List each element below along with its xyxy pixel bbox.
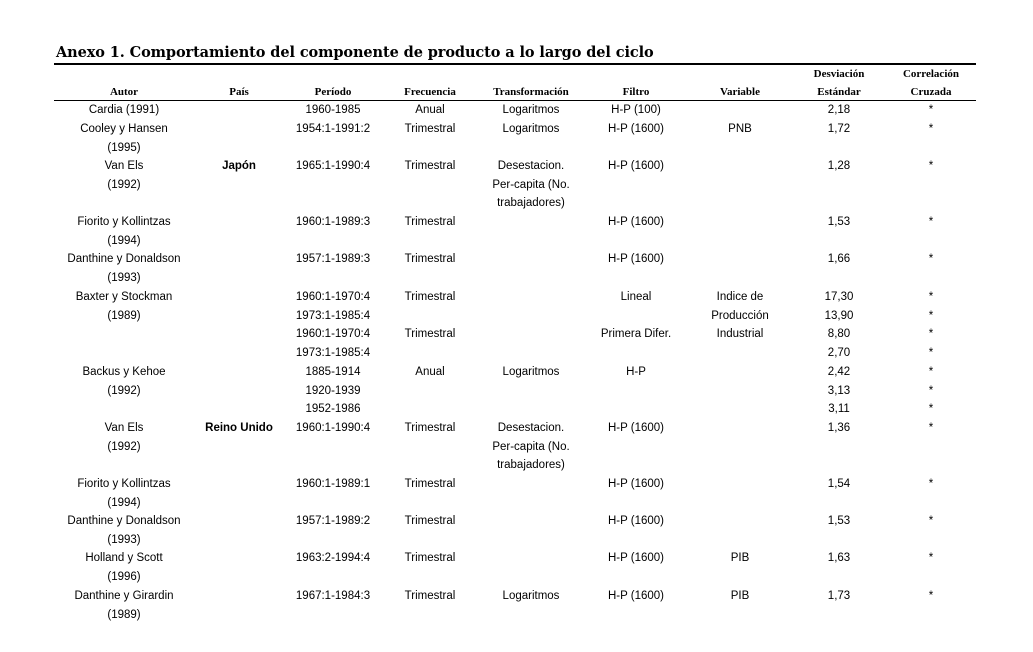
cell-desviacion: 1,63 — [827, 552, 851, 564]
cell-desviacion: 1,36 — [827, 422, 851, 434]
cell-filtro: H-P (1600) — [607, 216, 665, 228]
cell-frecuencia: Trimestral — [404, 590, 456, 602]
cell-desviacion: 1,73 — [827, 590, 851, 602]
cell-autor: Danthine y Girardin (1989) — [74, 590, 174, 621]
cell-desviacion: 1,72 — [827, 123, 851, 135]
cell-correlacion: * * * * — [928, 291, 934, 360]
cell-frecuencia: Trimestral — [404, 160, 456, 172]
cell-periodo: 1960:1-1970:4 1973:1-1985:4 1960:1-1970:4 1973:1-1985:4 — [295, 291, 371, 360]
cell-variable: Indice de Producción Industrial — [711, 291, 769, 341]
cell-frecuencia: Trimestral — [404, 552, 456, 564]
cell-periodo: 1960:1-1989:3 — [295, 216, 371, 228]
cell-frecuencia: Trimestral Trimestral — [404, 291, 456, 341]
cell-autor: Fiorito y Kollintzas (1994) — [77, 478, 171, 509]
cell-correlacion: * — [928, 515, 934, 527]
cell-autor: Cardia (1991) — [88, 104, 160, 116]
cell-desviacion: 2,42 3,13 3,11 — [827, 366, 851, 416]
cell-frecuencia: Trimestral — [404, 422, 456, 434]
cell-frecuencia: Trimestral — [404, 253, 456, 265]
cell-filtro: H-P (1600) — [607, 552, 665, 564]
cell-frecuencia: Anual — [415, 366, 445, 378]
cell-correlacion: * — [928, 123, 934, 135]
cell-pais: Japón — [222, 160, 256, 172]
header-desviacion: Desviación Estándar — [813, 68, 865, 98]
cell-desviacion: 1,53 — [827, 216, 851, 228]
cell-correlacion: * — [928, 160, 934, 172]
header-pais: País — [229, 86, 249, 98]
cell-periodo: 1885-1914 1920-1939 1952-1986 — [305, 366, 361, 416]
cell-autor: Fiorito y Kollintzas (1994) — [77, 216, 171, 247]
cell-filtro: H-P (100) — [611, 104, 661, 116]
cell-periodo: 1960:1-1989:1 — [295, 478, 371, 490]
cell-transformacion: Desestacion. Per-capita (No. trabajadores) — [492, 160, 570, 210]
header-periodo: Período — [314, 86, 352, 98]
cell-correlacion: * — [928, 552, 934, 564]
cell-autor: Cooley y Hansen (1995) — [80, 123, 168, 154]
cell-autor: Holland y Scott (1996) — [85, 552, 163, 583]
cell-transformacion: Desestacion. Per-capita (No. trabajadores) — [492, 422, 570, 472]
cell-desviacion: 17,30 13,90 8,80 2,70 — [824, 291, 854, 360]
cell-correlacion: * — [928, 478, 934, 490]
cell-periodo: 1957:1-1989:2 — [295, 515, 371, 527]
cell-filtro: H-P (1600) — [607, 478, 665, 490]
cell-periodo: 1960:1-1990:4 — [295, 422, 371, 434]
cell-correlacion: * — [928, 590, 934, 602]
cell-frecuencia: Trimestral — [404, 478, 456, 490]
cell-transformacion: Logaritmos — [502, 123, 560, 135]
header-frecuencia: Frecuencia — [404, 86, 456, 98]
cell-transformacion: Logaritmos — [502, 366, 560, 378]
cell-filtro: Lineal Primera Difer. — [600, 291, 672, 341]
cell-autor: Backus y Kehoe (1992) — [82, 366, 166, 397]
cell-frecuencia: Trimestral — [404, 123, 456, 135]
cell-desviacion: 1,28 — [827, 160, 851, 172]
cell-desviacion: 1,53 — [827, 515, 851, 527]
cell-autor: Van Els (1992) — [104, 160, 144, 191]
cell-autor: Van Els (1992) — [104, 422, 144, 453]
cell-autor: Baxter y Stockman (1989) — [75, 291, 173, 322]
header-correlacion: Correlación Cruzada — [902, 68, 959, 98]
cell-filtro: H-P — [626, 366, 646, 378]
cell-desviacion: 2,18 — [827, 104, 851, 116]
cell-correlacion: * — [928, 216, 934, 228]
cell-frecuencia: Anual — [415, 104, 445, 116]
cell-desviacion: 1,66 — [827, 253, 851, 265]
cell-filtro: H-P (1600) — [607, 253, 665, 265]
cell-variable: PNB — [728, 123, 752, 135]
cell-correlacion: * — [928, 253, 934, 265]
cell-autor: Danthine y Donaldson (1993) — [67, 253, 181, 284]
cell-variable: PIB — [730, 590, 750, 602]
cell-correlacion: * — [928, 422, 934, 434]
cell-filtro: H-P (1600) — [607, 160, 665, 172]
page-title: Anexo 1. Comportamiento del componente de producto a lo largo del ciclo — [56, 44, 654, 61]
header-filtro: Filtro — [622, 86, 650, 98]
cell-periodo: 1965:1-1990:4 — [295, 160, 371, 172]
cell-desviacion: 1,54 — [827, 478, 851, 490]
cell-transformacion: Logaritmos — [502, 104, 560, 116]
cell-filtro: H-P (1600) — [607, 123, 665, 135]
cell-autor: Danthine y Donaldson (1993) — [67, 515, 181, 546]
cell-periodo: 1957:1-1989:3 — [295, 253, 371, 265]
header-autor: Autor — [109, 86, 139, 98]
header-variable: Variable — [720, 86, 760, 98]
cell-correlacion: * — [928, 104, 934, 116]
cell-pais: Reino Unido — [205, 422, 273, 434]
cell-correlacion: * * * — [928, 366, 934, 416]
cell-periodo: 1963:2-1994:4 — [295, 552, 371, 564]
cell-frecuencia: Trimestral — [404, 216, 456, 228]
cell-frecuencia: Trimestral — [404, 515, 456, 527]
cell-periodo: 1954:1-1991:2 — [295, 123, 371, 135]
header-transformacion: Transformación — [493, 86, 569, 98]
cell-transformacion: Logaritmos — [502, 590, 560, 602]
cell-filtro: H-P (1600) — [607, 422, 665, 434]
cell-periodo: 1960-1985 — [305, 104, 361, 116]
cell-periodo: 1967:1-1984:3 — [295, 590, 371, 602]
cell-filtro: H-P (1600) — [607, 590, 665, 602]
cell-filtro: H-P (1600) — [607, 515, 665, 527]
cell-variable: PIB — [730, 552, 750, 564]
